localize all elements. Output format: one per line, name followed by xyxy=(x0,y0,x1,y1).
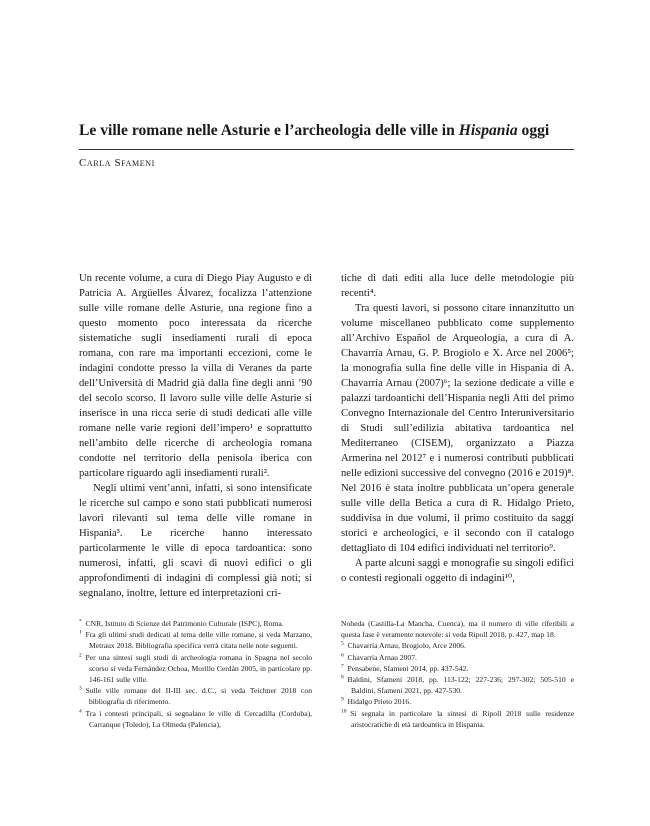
footnote-fn2 xyxy=(79,652,312,686)
paragraph-p1: Un recente volume, a cura di Diego Piay Augusto e di Patricia A. Argüelles Álvarez, focalizza l’attenzione sulle ville romane delle Asturie, una regione fino a questo momento poco interessata da ricerche sistematiche sugli insediamenti rurali di epoca romana, con rare ma importanti eccezioni, come le indagini condotte presso la villa di Veranes da parte dell’Università di Madrid già dalla fine degli anni ’90 del secolo scorso. Il lavoro sulle ville delle Asturie si inserisce in una ricca serie di studi dedicati alle ville romane nelle varie regioni dell’impero¹ e soprattutto nell’ambito delle ricerche di archeologia romana condotte nel territorio della penisola iberica con particolare riguardo agli insediamenti rurali². xyxy=(79,273,312,479)
footnote-text: Pensabene, Sfameni 2014, pp. 437-542. xyxy=(347,663,469,673)
footnotes-left xyxy=(79,618,312,730)
footnote-fn6 xyxy=(341,652,574,663)
footnote-fn4 xyxy=(79,708,312,730)
footnote-fn-star xyxy=(79,618,312,629)
title-italic: Hispania xyxy=(458,122,518,139)
footnote-mark: 7 xyxy=(341,663,344,670)
footnote-fn4-cont xyxy=(341,618,574,640)
title-text: Le ville romane nelle Asturie e l’archeologia delle ville in xyxy=(79,122,459,139)
footnote-fn8 xyxy=(341,674,574,696)
paragraph-p2: Negli ultimi vent’anni, infatti, si sono intensificate le ricerche sul campo e sono stati pubblicati numerosi lavori rilevanti sul tema delle ville romane in Hispania³. Le ricerche hanno interessato particolarmente le ville di epoca tardoantica: sono numerosi, infatti, gli scavi di nuovi edifici o gli approfondimenti di indagini di complessi già noti; si segnalano, inoltre, letture ed interpretazioni cri- xyxy=(79,483,312,599)
article-title xyxy=(79,122,579,140)
paragraph-p4: Tra questi lavori, si possono citare innanzitutto un volume miscellaneo pubblicato come supplemento all’Archivo Español de Arqueología, a cura di A. Chavarría Arnau, G. P. Brogiolo e X. Arce nel 2006⁵; la monografia sulla fine delle ville in Hispania di A. Chavarría Arnau (2007)⁶; la sezione dedicate a ville e palazzi tardoantichi dell’Hispania negli Atti del primo Convegno Internazionale del Centro Interuniversitario di Studi sull’edilizia abitativa tardoantica nel Mediterraneo (CISEM), organizzato a Piazza Armerina nel 2012⁷ e i numerosi contributi pubblicati nelle edizioni successive del convegno (2016 e 2019)⁸. Nel 2016 è stata inoltre pubblicata un’opera generale sulle ville della Betica a cura di R. Hidalgo Prieto, suddivisa in due volumi, il primo costituito da saggi storici e archeologici, e il secondo con il catalogo dettagliato di 104 edifici individuati nel territorio⁹. xyxy=(341,303,574,554)
footnote-text: Hidalgo Prieto 2016. xyxy=(347,697,412,707)
footnote-mark: 9 xyxy=(341,696,344,703)
footnote-mark: 3 xyxy=(79,685,82,692)
footnote-text: Tra i contesti principali, si segnalano le ville di Cercadilla (Cordoba), Carranque (Toledo), La Olmeda (Palencia), xyxy=(85,708,312,729)
footnote-fn1 xyxy=(79,629,312,651)
footnote-text: Per una sintesi sugli studi di archeologia romana in Spagna nel secolo scorso si veda Fernández Ochoa, Morillo Cerdán 2005, in particolare pp. 146-161 sulle ville. xyxy=(85,652,312,685)
footnotes-right xyxy=(341,618,574,730)
footnote-fn9 xyxy=(341,696,574,707)
footnote-mark: 1 xyxy=(79,629,82,636)
title-end: oggi xyxy=(517,122,550,139)
footnote-text: Noheda (Castilla-La Mancha, Cuenca), ma il numero di ville riferibili a questa fase è veramente notevole: si veda Ripoll 2018, p. 427, map 18. xyxy=(341,619,574,640)
footnote-text: Chavarría Arnau 2007. xyxy=(347,652,417,662)
footnote-text: Baldini, Sfameni 2018, pp. 113-122; 227-236; 297-302; 505-510 e Baldini, Sfameni 2021, pp. 427-530. xyxy=(347,675,574,696)
footnote-mark: 5 xyxy=(341,640,344,647)
footnote-text: Si segnala in particolare la sintesi di Ripoll 2018 sulle residenze aristocratiche di età tardoantica in Hispania. xyxy=(350,708,574,729)
footnote-fn5 xyxy=(341,640,574,651)
body-column-right xyxy=(341,271,574,586)
footnote-text: Fra gli ultimi studi dedicati al tema delle ville romane, si veda Marzano, Metraux 2018. Bibliografia specifica verrà citata nelle note seguenti. xyxy=(85,630,312,651)
footnote-text: CNR, Istituto di Scienze del Patrimonio Culturale (ISPC), Roma. xyxy=(85,619,284,628)
body-column-left xyxy=(79,271,312,601)
footnote-mark: 10 xyxy=(341,708,347,715)
footnote-mark: 4 xyxy=(79,708,82,715)
footnote-mark: 6 xyxy=(341,652,344,659)
author-name: Carla Sfameni xyxy=(79,157,155,169)
footnote-text: Chavarría Arnau, Brogiolo, Arce 2006. xyxy=(347,641,466,651)
footnote-mark: * xyxy=(79,618,82,625)
paragraph-p5: A parte alcuni saggi e monografie su singoli edifici o contesti regionali oggetto di indagini¹⁰, xyxy=(341,558,574,584)
title-rule xyxy=(79,149,574,150)
footnote-fn3 xyxy=(79,685,312,707)
footnote-mark: 2 xyxy=(79,652,82,659)
footnote-fn10 xyxy=(341,708,574,730)
footnote-text: Sulle ville romane del II-III sec. d.C., si veda Teichner 2018 con bibliografia di riferimento. xyxy=(85,686,312,707)
paragraph-p3: tiche di dati editi alla luce delle metodologie più recenti⁴. xyxy=(341,273,574,299)
footnote-mark: 8 xyxy=(341,674,344,681)
footnote-fn7 xyxy=(341,663,574,674)
